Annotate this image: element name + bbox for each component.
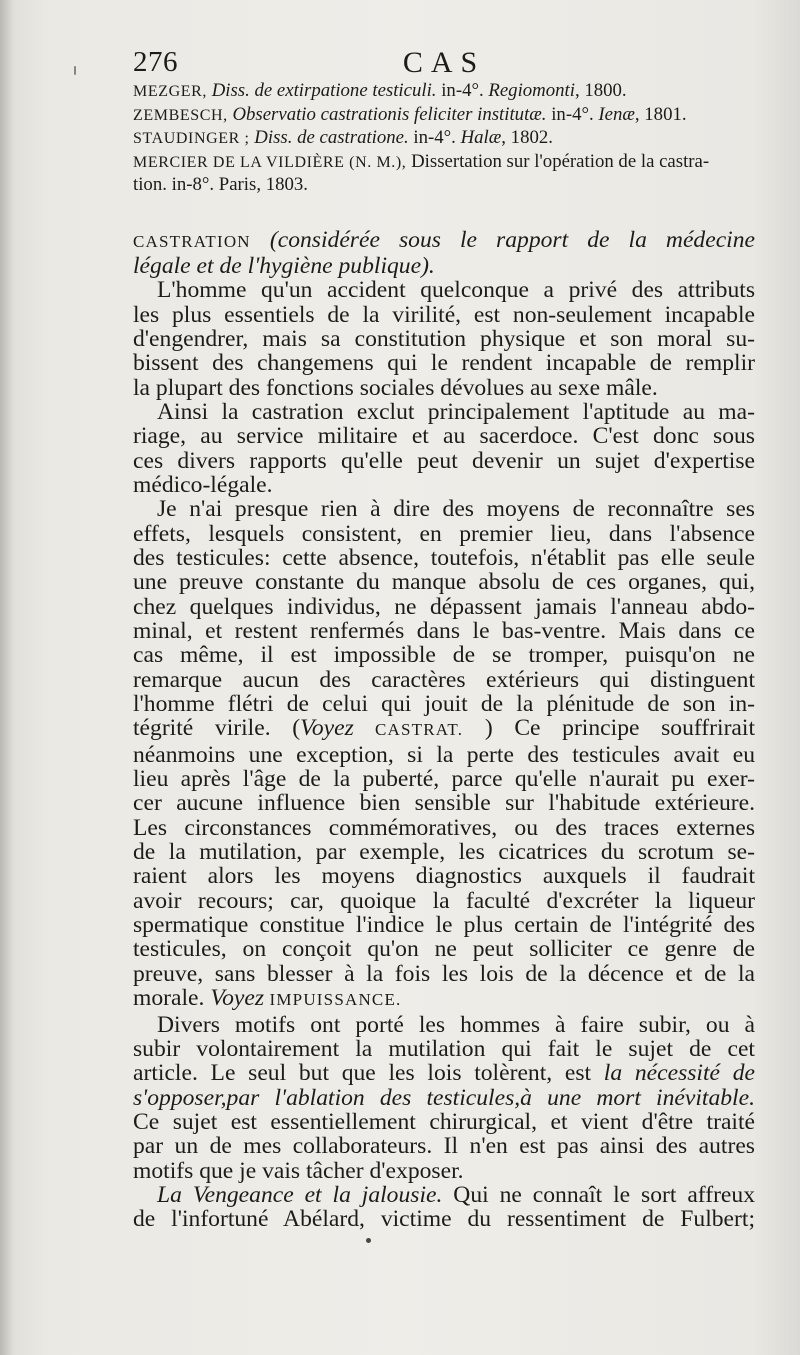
text-line: de l'infortuné Abélard, victime du ressentiment de Fulbert; (133, 1206, 755, 1233)
text-line: L'homme qu'un accident quelconque a privé des attributs (157, 277, 755, 304)
text-line: motifs que je vais tâcher d'exposer. (133, 1157, 464, 1184)
text-line: minal, et restent renfermés dans le bas-ventre. Mais dans ce (133, 618, 755, 644)
page-number: 276 (133, 46, 178, 78)
entry-author: MERCIER DE LA VILDIÈRE (N. M.), (133, 153, 407, 171)
text-line: des testicules: cette absence, toutefois, n'établit pas elle seule (133, 544, 755, 571)
heading-subtitle: (considérée sous le rapport de la médecine (269, 226, 756, 253)
entry-title: Diss. de extirpatione testiculi. (211, 80, 437, 101)
section-lead: La Vengeance et la jalousie. (157, 1181, 443, 1208)
bibliography-entry (133, 104, 755, 128)
text-line: médico-légale. (133, 471, 273, 498)
text-segment: ) Ce principe souffrirait (463, 715, 756, 742)
text-line: Les circonstances commémoratives, ou des traces externes (133, 814, 755, 841)
text-segment: article. Le seul but que les lois tolèrent, est (133, 1060, 604, 1087)
text-line: Divers motifs ont porté les hommes à faire subir, ou à (157, 1011, 755, 1038)
entry-text: Dissertation sur l'opération de la castra- (406, 150, 710, 172)
cross-reference-castrat: CASTRAT. (353, 720, 464, 740)
text-line: Ainsi la castration exclut principalement l'aptitude au ma- (157, 398, 755, 425)
text-line: remarque aucun des caractères extérieurs qui distinguent (133, 666, 755, 693)
entry-author: STAUDINGER ; (133, 130, 250, 147)
text-line: riage, au service militaire et au sacerdoce. C'est donc sous (133, 423, 755, 450)
entry-year: , 1801. (634, 103, 687, 125)
voyez-reference: Voyez (210, 985, 265, 1012)
bibliography-list (133, 80, 755, 197)
emphasis-line: s'opposer,par l'ablation des testicules,à une mort inévitable. (133, 1084, 755, 1111)
text-line: l'homme flétri de celui qui jouit de la plénitude de son in- (133, 691, 755, 718)
text-line: ces divers rapports qu'elle peut devenir un sujet d'expertise (133, 447, 755, 474)
article-heading (133, 228, 755, 254)
text-line: Je n'ai presque rien à dire des moyens de reconnaître ses (157, 496, 755, 523)
running-head: CAS (402, 46, 486, 79)
text-line (133, 986, 755, 1012)
entry-author: MEZGER, (133, 83, 207, 100)
text-line: la plupart des fonctions sociales dévolues au sexe mâle. (133, 374, 658, 401)
entry-details: in-4°. (546, 103, 599, 125)
text-line: de la mutilation, par exemple, les cicatrices du scrotum se- (133, 839, 755, 866)
heading-term: CASTRATION (133, 231, 251, 251)
text-line: preuve, sans blesser à la fois les lois de la décence et de la (133, 960, 755, 987)
text-line: d'engendrer, mais sa constitution physique et son moral su- (133, 325, 755, 352)
entry-place: Ienæ (598, 103, 635, 125)
text-segment: Qui ne connaît le sort affreux (442, 1181, 755, 1208)
voyez-reference: Voyez (300, 715, 354, 742)
bibliography-entry (133, 80, 755, 104)
emphasis-text: la nécessité de (603, 1060, 755, 1087)
text-segment: tégrité virile. ( (133, 715, 301, 742)
text-line: une preuve constante du manque absolu de ces organes, qui, (133, 569, 755, 596)
page-header (133, 0, 755, 80)
text-line: testicules, on conçoit qu'on ne peut solliciter ce genre de (133, 936, 755, 963)
entry-details: in-4°. (436, 80, 489, 101)
text-line (133, 1183, 755, 1207)
text-line: cer aucune influence bien sensible sur l'habitude extérieure. (133, 790, 755, 817)
cross-reference-impuissance: IMPUISSANCE. (264, 990, 402, 1010)
text-line: néanmoins une exception, si la perte des testicules avait eu (133, 741, 755, 768)
text-line (133, 1061, 755, 1085)
ink-dot (366, 1238, 371, 1243)
text-line: Ce sujet est essentiellement chirurgical, et vient d'être traité (133, 1108, 755, 1135)
entry-details: in-4°. (408, 127, 461, 148)
text-line (133, 716, 755, 742)
text-line: cas même, il est impossible de se tromper, puisqu'on ne (133, 642, 755, 669)
entry-author: ZEMBESCH, (133, 106, 228, 124)
scan-mark (74, 66, 76, 75)
text-line: effets, lesquels consistent, en premier lieu, dans l'absence (133, 520, 755, 547)
bibliography-entry (133, 151, 755, 175)
text-block (133, 0, 755, 1232)
binding-shadow (0, 0, 14, 1355)
entry-place: Halæ (460, 127, 502, 148)
text-segment: morale. (133, 985, 211, 1012)
text-line: les plus essentiels de la virilité, est non-seulement incapable (133, 301, 755, 328)
entry-place: Regiomonti (488, 80, 575, 101)
bibliography-entry (133, 127, 755, 151)
text-line: chez quelques individus, ne dépassent jamais l'anneau abdo- (133, 593, 755, 620)
article-body (133, 228, 755, 1232)
entry-year: , 1800. (574, 80, 627, 101)
text-line: bissent des changemens qui le rendent incapable de remplir (133, 350, 755, 377)
entry-title: Diss. de castratione. (254, 127, 409, 148)
text-line: avoir recours; car, quoique la faculté d'excréter la liqueur (133, 887, 755, 914)
text-line: spermatique constitue l'indice le plus certain de l'intégrité des (133, 912, 755, 939)
heading-subtitle-cont: légale et de l'hygiène publique). (133, 252, 435, 279)
bibliography-entry-continuation: tion. in-8°. Paris, 1803. (133, 174, 308, 195)
text-line: raient alors les moyens diagnostics auxquels il faudrait (133, 863, 755, 890)
entry-year: , 1802. (501, 127, 553, 148)
text-line: lieu après l'âge de la puberté, parce qu'elle n'aurait pu exer- (133, 766, 755, 793)
text-line: par un de mes collaborateurs. Il n'en est pas ainsi des autres (133, 1133, 755, 1160)
text-line: subir volontairement la mutilation qui fait le sujet de cet (133, 1035, 755, 1062)
entry-title: Observatio castrationis feliciter institutæ. (232, 103, 547, 125)
